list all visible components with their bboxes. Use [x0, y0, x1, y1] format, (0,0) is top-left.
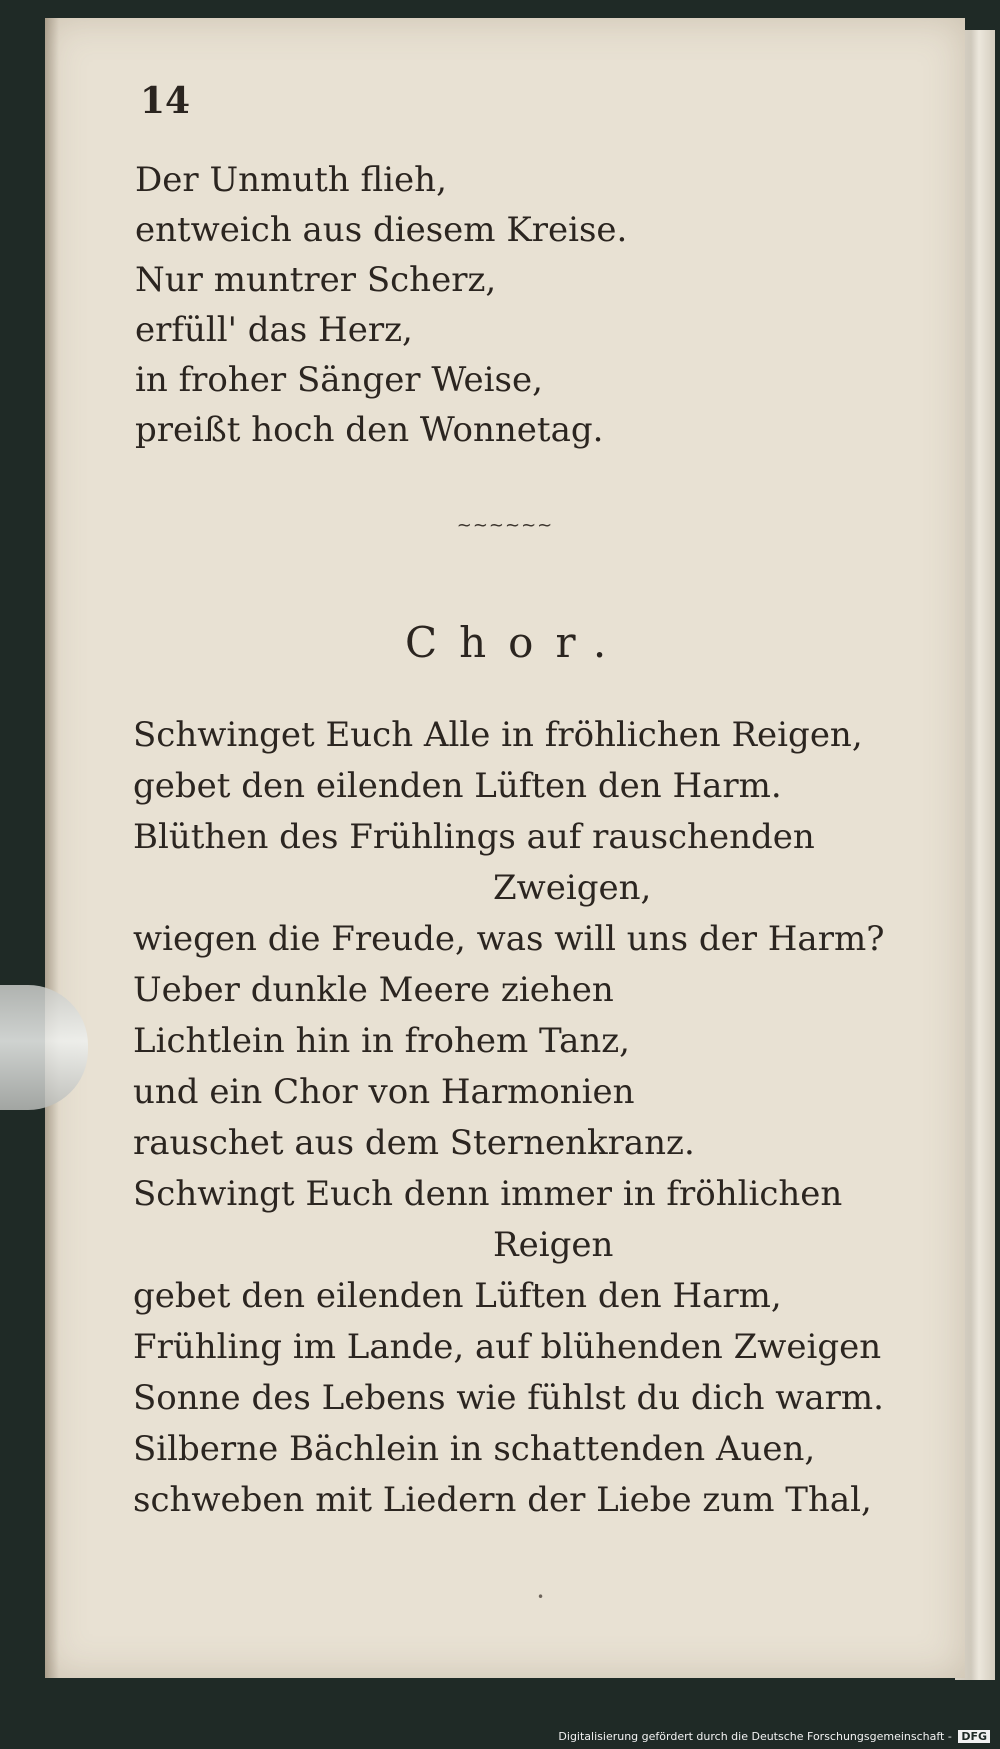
chorus-line: Lichtlein hin in frohem Tanz,: [133, 1021, 630, 1061]
chorus-line: Sonne des Lebens wie fühlst du dich warm.: [133, 1378, 884, 1418]
chorus-line: Schwinget Euch Alle in fröhlichen Reigen,: [133, 715, 863, 755]
ornament-divider: ~~~~~~: [456, 515, 554, 536]
digitization-credit: [558, 1730, 990, 1743]
credit-text: Digitalisierung gefördert durch die Deutsche Forschungsgemeinschaft -: [558, 1730, 952, 1743]
stanza-line: entweich aus diesem Kreise.: [135, 210, 628, 250]
chorus-text: [133, 710, 903, 1526]
dfg-logo: DFG: [958, 1730, 990, 1743]
chorus-line: schweben mit Liedern der Liebe zum Thal,: [133, 1480, 872, 1520]
chorus-line: rauschet aus dem Sternenkranz.: [133, 1123, 695, 1163]
page-number: 14: [140, 80, 191, 122]
chorus-line: Frühling im Lande, auf blühenden Zweigen: [133, 1327, 882, 1367]
section-heading: Chor.: [405, 618, 629, 667]
chorus-line: Silberne Bächlein in schattenden Auen,: [133, 1429, 816, 1469]
chorus-line: und ein Chor von Harmonien: [133, 1072, 635, 1112]
stanza-line: erfüll' das Herz,: [135, 310, 413, 350]
page-gutter-shadow: [45, 18, 59, 1678]
stanza-line: Der Unmuth flieh,: [135, 160, 447, 200]
chorus-line: gebet den eilenden Lüften den Harm.: [133, 766, 782, 806]
stanza-line: preißt hoch den Wonnetag.: [135, 410, 604, 450]
stanza: [135, 155, 895, 455]
chorus-line: Schwingt Euch denn immer in fröhlichen: [133, 1174, 843, 1214]
chorus-line-continuation: Zweigen,: [493, 868, 652, 908]
chorus-line: wiegen die Freude, was will uns der Harm?: [133, 919, 885, 959]
chorus-line: Blüthen des Frühlings auf rauschenden: [133, 817, 815, 857]
page-mark: •: [537, 1590, 545, 1604]
stanza-line: Nur muntrer Scherz,: [135, 260, 497, 300]
chorus-line-continuation: Reigen: [493, 1225, 614, 1265]
chorus-line: gebet den eilenden Lüften den Harm,: [133, 1276, 782, 1316]
chorus-line: Ueber dunkle Meere ziehen: [133, 970, 614, 1010]
stanza-line: in froher Sänger Weise,: [135, 360, 543, 400]
